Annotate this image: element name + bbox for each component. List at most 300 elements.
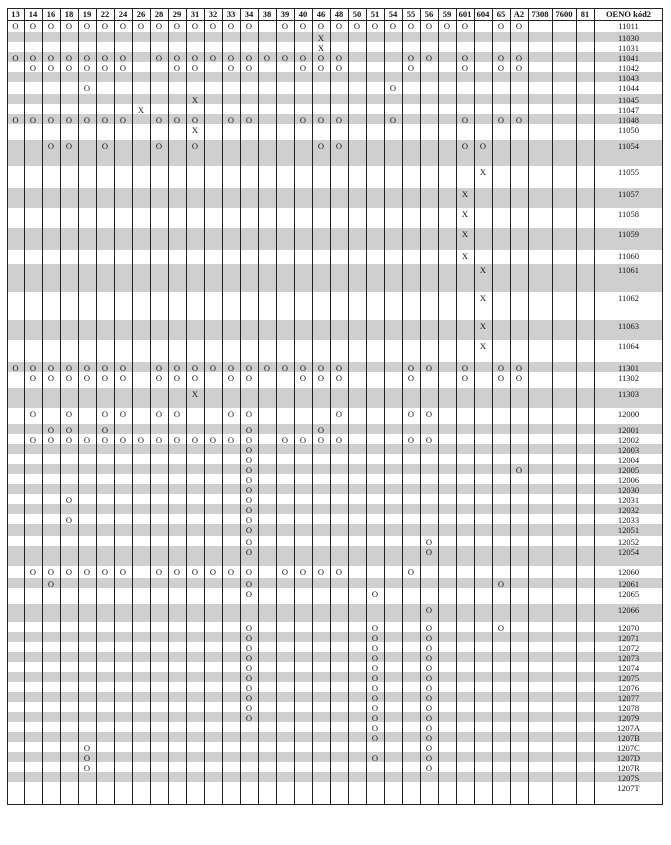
column-rule [7,8,8,805]
circle-mark: O [245,643,253,653]
circle-mark: O [209,363,217,373]
column-header: 13 [11,9,20,19]
circle-mark: O [515,465,523,475]
circle-mark: O [191,567,199,577]
oeno-code: 12033 [617,515,640,525]
circle-mark: O [407,373,415,383]
circle-mark: O [425,663,433,673]
circle-mark: O [317,53,325,63]
circle-mark: O [65,515,73,525]
circle-mark: O [47,373,55,383]
column-rule [222,8,223,805]
circle-mark: O [515,21,523,31]
circle-mark: O [47,115,55,125]
oeno-code: 11030 [618,33,639,43]
column-rule [552,8,553,805]
circle-mark: O [299,373,307,383]
circle-mark: O [209,21,217,31]
circle-mark: O [497,623,505,633]
header-oeno-code: OENO kód2 [605,9,652,19]
circle-mark: O [281,567,289,577]
circle-mark: O [47,579,55,589]
cross-mark: X [479,167,487,177]
circle-mark: O [191,21,199,31]
circle-mark: O [371,733,379,743]
circle-mark: O [12,363,19,373]
oeno-code: 12073 [617,653,640,663]
circle-mark: O [65,435,73,445]
row-band [7,94,663,104]
column-rule [60,8,61,805]
circle-mark: O [335,567,343,577]
circle-mark: O [335,141,343,151]
circle-mark: O [335,373,343,383]
circle-mark: O [173,373,181,383]
circle-mark: O [173,63,181,73]
oeno-code: 11011 [618,21,639,31]
circle-mark: O [335,115,343,125]
circle-mark: O [515,53,523,63]
circle-mark: O [119,21,127,31]
circle-mark: O [515,115,523,125]
column-header: 7600 [555,9,573,19]
circle-mark: O [371,723,379,733]
cross-mark: X [317,33,325,43]
circle-mark: O [317,115,325,125]
oeno-code: 1207D [616,753,641,763]
circle-mark: O [155,53,163,63]
column-rule [510,8,511,805]
circle-mark: O [65,63,73,73]
circle-mark: O [83,753,91,763]
circle-mark: O [83,567,91,577]
circle-mark: O [245,363,253,373]
circle-mark: O [155,363,163,373]
oeno-code: 11301 [618,363,639,373]
circle-mark: O [173,115,181,125]
circle-mark: O [119,115,127,125]
circle-mark: O [65,373,73,383]
circle-mark: O [83,743,91,753]
column-rule [132,8,133,805]
column-header: 38 [262,9,272,19]
circle-mark: O [371,623,379,633]
column-header: 29 [172,9,182,19]
circle-mark: O [155,373,163,383]
circle-mark: O [245,435,253,445]
circle-mark: O [461,63,469,73]
column-header: 56 [424,9,434,19]
circle-mark: O [29,63,37,73]
oeno-code: 11041 [618,53,639,63]
row-band [7,772,663,782]
oeno-code: 12030 [617,485,640,495]
column-header: 34 [244,9,254,19]
column-header: 7308 [531,9,549,19]
column-header: 28 [154,9,164,19]
circle-mark: O [83,373,91,383]
circle-mark: O [281,435,289,445]
row-band [7,632,663,642]
circle-mark: O [425,673,433,683]
column-rule [294,8,295,805]
circle-mark: O [389,115,397,125]
column-header: A2 [513,9,525,19]
circle-mark: O [245,683,253,693]
circle-mark: O [101,435,109,445]
row-band [7,604,663,622]
circle-mark: O [83,83,91,93]
circle-mark: O [65,141,73,151]
column-rule [474,8,475,805]
cross-mark: X [191,125,199,135]
circle-mark: O [245,409,253,419]
circle-mark: O [371,633,379,643]
circle-mark: O [425,723,433,733]
circle-mark: O [101,373,109,383]
row-band [7,388,663,408]
circle-mark: O [29,373,37,383]
circle-mark: O [371,663,379,673]
oeno-code: 11302 [618,373,639,383]
circle-mark: O [425,623,433,633]
circle-mark: O [425,53,433,63]
cross-mark: X [461,251,469,261]
oeno-code: 12075 [617,673,640,683]
circle-mark: O [407,567,415,577]
circle-mark: O [83,21,91,31]
column-header: 24 [118,9,128,19]
oeno-code: 12051 [617,525,640,535]
circle-mark: O [12,53,19,63]
circle-mark: O [101,141,109,151]
circle-mark: O [407,409,415,419]
circle-mark: O [227,567,235,577]
circle-mark: O [335,21,343,31]
oeno-code: 12032 [617,505,640,515]
circle-mark: O [479,141,487,151]
circle-mark: O [425,605,433,615]
compatibility-table [7,8,663,805]
column-rule [576,8,577,805]
circle-mark: O [461,363,469,373]
column-rule [384,8,385,805]
circle-mark: O [461,373,469,383]
column-rule [492,8,493,805]
circle-mark: O [299,115,307,125]
oeno-code: 12074 [617,663,640,673]
column-rule [204,8,205,805]
circle-mark: O [227,115,235,125]
circle-mark: O [515,363,523,373]
circle-mark: O [29,115,37,125]
circle-mark: O [497,63,505,73]
circle-mark: O [47,567,55,577]
circle-mark: O [497,373,505,383]
column-header: 16 [46,9,56,19]
circle-mark: O [281,53,289,63]
row-band [7,72,663,82]
circle-mark: O [245,373,253,383]
circle-mark: O [497,115,505,125]
circle-mark: O [65,53,73,63]
oeno-code: 12004 [617,455,640,465]
circle-mark: O [101,115,109,125]
column-rule [312,8,313,805]
circle-mark: O [245,495,253,505]
row-rule [7,804,663,805]
oeno-code: 11059 [618,229,639,239]
circle-mark: O [245,589,253,599]
column-header: 40 [298,9,308,19]
circle-mark: O [191,363,199,373]
circle-mark: O [101,21,109,31]
oeno-code: 11043 [618,73,639,83]
cross-mark: X [461,229,469,239]
oeno-code: 11060 [618,251,639,261]
circle-mark: O [191,373,199,383]
circle-mark: O [353,21,361,31]
circle-mark: O [101,53,109,63]
oeno-code: 1207B [617,733,640,743]
circle-mark: O [245,53,253,63]
circle-mark: O [371,753,379,763]
column-rule [258,8,259,805]
circle-mark: O [245,475,253,485]
circle-mark: O [101,409,109,419]
circle-mark: O [227,53,235,63]
row-band [7,188,663,208]
circle-mark: O [65,115,73,125]
oeno-code: 12006 [617,475,640,485]
circle-mark: O [155,21,163,31]
circle-mark: O [119,373,127,383]
circle-mark: O [245,663,253,673]
circle-mark: O [101,425,109,435]
circle-mark: O [245,633,253,643]
circle-mark: O [371,693,379,703]
cross-mark: X [461,209,469,219]
circle-mark: O [245,653,253,663]
circle-mark: O [29,409,37,419]
cross-mark: X [479,293,487,303]
circle-mark: O [155,409,163,419]
circle-mark: O [425,713,433,723]
circle-mark: O [191,435,199,445]
circle-mark: O [425,743,433,753]
row-band [7,672,663,682]
column-header: 39 [280,9,290,19]
circle-mark: O [47,53,55,63]
circle-mark: O [209,53,217,63]
circle-mark: O [389,83,397,93]
circle-mark: O [425,633,433,643]
oeno-code: 11061 [618,265,639,275]
circle-mark: O [227,21,235,31]
circle-mark: O [371,653,379,663]
oeno-code: 12052 [617,537,640,547]
circle-mark: O [371,589,379,599]
column-rule [456,8,457,805]
circle-mark: O [425,653,433,663]
oeno-code: 11063 [618,321,639,331]
oeno-code: 12054 [617,547,640,557]
circle-mark: O [245,425,253,435]
oeno-code: 12076 [617,683,640,693]
column-rule [438,8,439,805]
circle-mark: O [245,579,253,589]
circle-mark: O [83,63,91,73]
circle-mark: O [137,435,145,445]
row-band [7,504,663,514]
circle-mark: O [425,547,433,557]
column-header: 55 [406,9,416,19]
circle-mark: O [425,703,433,713]
circle-mark: O [335,435,343,445]
row-band [7,692,663,702]
circle-mark: O [29,53,37,63]
circle-mark: O [317,141,325,151]
oeno-code: 12079 [617,713,640,723]
cross-mark: X [479,341,487,351]
oeno-code: 12060 [617,567,640,577]
row-band [7,652,663,662]
circle-mark: O [263,363,271,373]
circle-mark: O [335,363,343,373]
circle-mark: O [47,63,55,73]
oeno-code: 12031 [617,495,640,505]
circle-mark: O [425,21,433,31]
oeno-code: 12061 [617,579,640,589]
circle-mark: O [83,115,91,125]
circle-mark: O [425,763,433,773]
circle-mark: O [83,53,91,63]
circle-mark: O [443,21,451,31]
circle-mark: O [317,425,325,435]
circle-mark: O [47,363,55,373]
cross-mark: X [191,95,199,105]
circle-mark: O [245,623,253,633]
circle-mark: O [65,409,73,419]
oeno-code: 11303 [618,389,639,399]
circle-mark: O [317,435,325,445]
circle-mark: O [101,63,109,73]
column-header: 18 [64,9,74,19]
column-header: 50 [352,9,362,19]
column-header: 32 [208,9,218,19]
circle-mark: O [515,373,523,383]
circle-mark: O [371,683,379,693]
oeno-code: 11050 [618,125,639,135]
oeno-code: 11054 [618,141,639,151]
circle-mark: O [335,63,343,73]
cross-mark: X [137,105,145,115]
oeno-code: 11047 [618,105,639,115]
oeno-code: 1207C [617,743,640,753]
circle-mark: O [191,141,199,151]
cross-mark: X [461,189,469,199]
oeno-code: 12070 [617,623,640,633]
circle-mark: O [227,363,235,373]
column-rule [348,8,349,805]
column-rule [528,8,529,805]
oeno-code: 1207A [616,723,641,733]
column-header: 81 [580,9,590,19]
circle-mark: O [12,21,19,31]
column-header: 601 [458,9,472,19]
oeno-code: 1207R [617,763,640,773]
column-rule [24,8,25,805]
circle-mark: O [425,693,433,703]
circle-mark: O [47,435,55,445]
oeno-code: 1207S [617,773,640,783]
circle-mark: O [281,363,289,373]
column-header: 54 [388,9,398,19]
row-band [7,484,663,494]
circle-mark: O [227,63,235,73]
oeno-code: 12078 [617,703,640,713]
cross-mark: X [191,389,199,399]
circle-mark: O [245,21,253,31]
row-band [7,546,663,566]
circle-mark: O [389,21,397,31]
circle-mark: O [497,579,505,589]
circle-mark: O [317,21,325,31]
circle-mark: O [83,363,91,373]
circle-mark: O [245,515,253,525]
circle-mark: O [299,63,307,73]
circle-mark: O [425,363,433,373]
circle-mark: O [173,567,181,577]
circle-mark: O [29,21,37,31]
row-band [7,524,663,536]
oeno-code: 11058 [618,209,639,219]
circle-mark: O [245,115,253,125]
circle-mark: O [191,115,199,125]
column-rule [42,8,43,805]
circle-mark: O [65,363,73,373]
circle-mark: O [245,567,253,577]
row-band [7,320,663,340]
circle-mark: O [155,115,163,125]
circle-mark: O [209,435,217,445]
oeno-code: 1207T [617,783,640,793]
column-rule [150,8,151,805]
column-header: 46 [316,9,326,19]
circle-mark: O [497,363,505,373]
circle-mark: O [29,363,37,373]
circle-mark: O [371,21,379,31]
circle-mark: O [155,567,163,577]
circle-mark: O [29,567,37,577]
circle-mark: O [425,409,433,419]
circle-mark: O [371,713,379,723]
oeno-code: 11045 [618,95,639,105]
circle-mark: O [119,409,127,419]
row-band [7,464,663,474]
circle-mark: O [515,63,523,73]
cross-mark: X [317,43,325,53]
circle-mark: O [407,435,415,445]
circle-mark: O [425,683,433,693]
circle-mark: O [155,141,163,151]
circle-mark: O [47,425,55,435]
column-rule [402,8,403,805]
circle-mark: O [245,485,253,495]
oeno-code: 11055 [618,167,639,177]
row-band [7,444,663,454]
circle-mark: O [245,537,253,547]
